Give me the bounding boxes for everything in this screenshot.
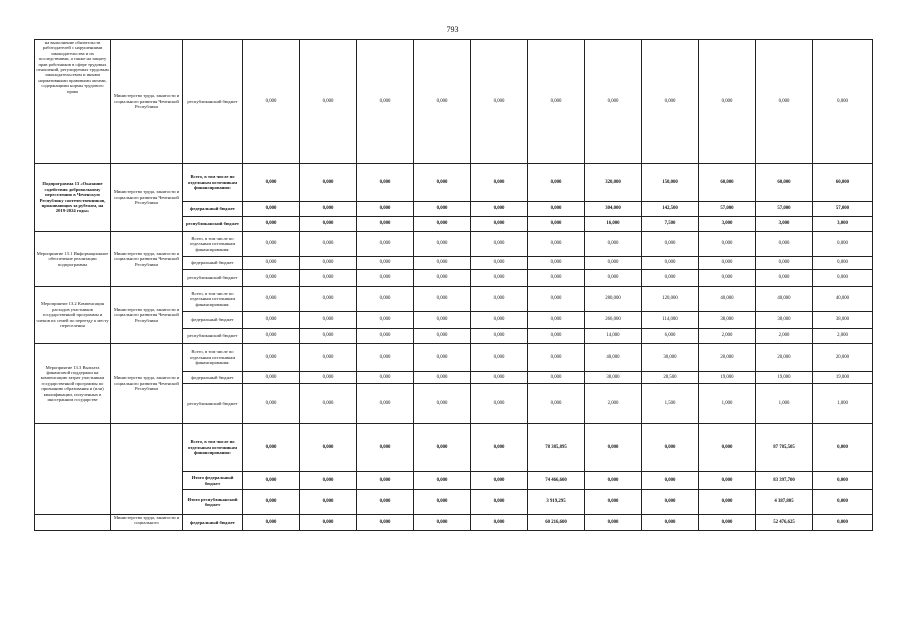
amount-cell: 0,000: [699, 40, 756, 164]
amount-cell: 0,000: [471, 257, 528, 270]
amount-cell: 1,500: [642, 384, 699, 424]
funding-source-cell: федеральный бюджет: [183, 257, 243, 270]
amount-cell: 0,000: [699, 515, 756, 531]
amount-cell: 0,000: [300, 202, 357, 217]
table-row: [35, 40, 873, 164]
amount-cell: 0,000: [585, 257, 642, 270]
amount-cell: 1,000: [699, 384, 756, 424]
measure-name-cell: Мероприятие 13.2 Компенсация расходов участников государственной программы и членов их семей по переезду к месту переселения: [35, 287, 111, 344]
amount-cell: 40,000: [813, 287, 873, 312]
amount-cell: 320,000: [585, 164, 642, 202]
amount-cell: 0,000: [471, 472, 528, 490]
amount-cell: 0,000: [813, 472, 873, 490]
amount-cell: 60,000: [699, 164, 756, 202]
amount-cell: 0,000: [357, 232, 414, 257]
executor-cell: Министерство труда, занятости и социального развития Чеченской Республики: [111, 287, 183, 344]
amount-cell: 0,000: [357, 490, 414, 515]
amount-cell: 0,000: [414, 472, 471, 490]
amount-cell: 0,000: [471, 344, 528, 372]
amount-cell: 0,000: [243, 217, 300, 232]
amount-cell: 150,000: [642, 164, 699, 202]
amount-cell: 40,000: [756, 287, 813, 312]
amount-cell: 0,000: [699, 270, 756, 287]
amount-cell: 0,000: [414, 424, 471, 472]
amount-cell: 0,000: [813, 40, 873, 164]
amount-cell: 0,000: [756, 257, 813, 270]
amount-cell: 0,000: [528, 217, 585, 232]
amount-cell: 0,000: [243, 40, 300, 164]
funding-source-cell: Всего, в том числе по отдельным источникам финансирования:: [183, 232, 243, 257]
amount-cell: 0,000: [642, 232, 699, 257]
amount-cell: 0,000: [471, 202, 528, 217]
amount-cell: 0,000: [471, 424, 528, 472]
amount-cell: 0,000: [414, 372, 471, 384]
amount-cell: 0,000: [528, 257, 585, 270]
amount-cell: 3,000: [813, 217, 873, 232]
amount-cell: 3,000: [756, 217, 813, 232]
amount-cell: 60,000: [756, 164, 813, 202]
measure-name-cell: [35, 515, 111, 531]
amount-cell: 0,000: [585, 490, 642, 515]
amount-cell: 0,000: [813, 270, 873, 287]
funding-source-cell: Итого республиканский бюджет: [183, 490, 243, 515]
amount-cell: 0,000: [300, 232, 357, 257]
measure-name-cell: Мероприятие 13.1 Информационное обеспечение реализации подпрограммы: [35, 232, 111, 287]
amount-cell: 0,000: [357, 164, 414, 202]
amount-cell: 83 397,700: [756, 472, 813, 490]
amount-cell: 0,000: [243, 344, 300, 372]
amount-cell: 0,000: [756, 232, 813, 257]
table-row: [35, 424, 873, 472]
funding-source-cell: республиканский бюджет: [183, 329, 243, 344]
amount-cell: 0,000: [471, 515, 528, 531]
amount-cell: 0,000: [414, 217, 471, 232]
amount-cell: 14,000: [585, 329, 642, 344]
page-number: 793: [446, 25, 459, 34]
amount-cell: 0,000: [300, 287, 357, 312]
amount-cell: 0,000: [699, 257, 756, 270]
amount-cell: 0,000: [699, 232, 756, 257]
amount-cell: 0,000: [585, 40, 642, 164]
amount-cell: 304,000: [585, 202, 642, 217]
amount-cell: 0,000: [756, 40, 813, 164]
amount-cell: 0,000: [414, 232, 471, 257]
amount-cell: 0,000: [243, 270, 300, 287]
funding-source-cell: республиканский бюджет: [183, 217, 243, 232]
amount-cell: 16,000: [585, 217, 642, 232]
amount-cell: 0,000: [528, 312, 585, 329]
amount-cell: 0,000: [528, 270, 585, 287]
funding-source-cell: республиканский бюджет: [183, 384, 243, 424]
amount-cell: 52 476,625: [756, 515, 813, 531]
amount-cell: 0,000: [414, 257, 471, 270]
funding-source-cell: федеральный бюджет: [183, 515, 243, 531]
funding-source-cell: Всего, в том числе по отдельным источникам финансирования:: [183, 287, 243, 312]
amount-cell: 0,000: [528, 344, 585, 372]
executor-cell: Министерство труда, занятости и социального развития Чеченской Республики: [111, 40, 183, 164]
amount-cell: 0,000: [414, 384, 471, 424]
amount-cell: 0,000: [300, 329, 357, 344]
executor-cell: Министерство труда, занятости и социального развития Чеченской Республики: [111, 344, 183, 424]
amount-cell: 0,000: [528, 202, 585, 217]
amount-cell: 0,000: [813, 490, 873, 515]
amount-cell: 0,000: [642, 424, 699, 472]
amount-cell: 0,000: [471, 40, 528, 164]
funding-source-cell: федеральный бюджет: [183, 372, 243, 384]
amount-cell: 0,000: [300, 344, 357, 372]
funding-source-cell: Всего, в том числе по отдельным источникам финансирования:: [183, 164, 243, 202]
amount-cell: 40,000: [585, 344, 642, 372]
amount-cell: 0,000: [813, 232, 873, 257]
amount-cell: 0,000: [357, 424, 414, 472]
amount-cell: 0,000: [813, 257, 873, 270]
amount-cell: 0,000: [528, 329, 585, 344]
amount-cell: 142,500: [642, 202, 699, 217]
amount-cell: 19,000: [699, 372, 756, 384]
amount-cell: 0,000: [357, 312, 414, 329]
amount-cell: 0,000: [357, 202, 414, 217]
amount-cell: 2,000: [585, 384, 642, 424]
funding-source-cell: республиканский бюджет: [183, 40, 243, 164]
amount-cell: 0,000: [699, 424, 756, 472]
measure-name-cell: на выполнение обязательств работодателей с нарушениями законодательства и их последствиями, а также на защиту прав работников в сфере трудовых отношений, регулируемых трудовым законодательством и иными нормативными правовыми актами, содержащими нормы трудового права: [35, 40, 111, 164]
amount-cell: 0,000: [243, 287, 300, 312]
measure-name-cell: [35, 424, 111, 515]
amount-cell: 3,000: [699, 217, 756, 232]
amount-cell: 0,000: [357, 372, 414, 384]
amount-cell: 30,000: [642, 344, 699, 372]
amount-cell: 87 785,505: [756, 424, 813, 472]
amount-cell: 0,000: [414, 270, 471, 287]
table-row: [35, 164, 873, 202]
amount-cell: 4 387,805: [756, 490, 813, 515]
amount-cell: 0,000: [414, 312, 471, 329]
table-row: [35, 515, 873, 531]
amount-cell: 0,000: [528, 232, 585, 257]
amount-cell: 57,000: [813, 202, 873, 217]
amount-cell: 0,000: [699, 472, 756, 490]
amount-cell: 0,000: [471, 329, 528, 344]
amount-cell: 2,000: [699, 329, 756, 344]
amount-cell: 0,000: [414, 202, 471, 217]
amount-cell: 0,000: [243, 164, 300, 202]
funding-source-cell: республиканский бюджет: [183, 270, 243, 287]
amount-cell: 114,000: [642, 312, 699, 329]
amount-cell: 0,000: [813, 424, 873, 472]
amount-cell: 38,000: [699, 312, 756, 329]
amount-cell: 0,000: [585, 232, 642, 257]
amount-cell: 0,000: [357, 384, 414, 424]
amount-cell: 57,000: [699, 202, 756, 217]
amount-cell: 0,000: [243, 312, 300, 329]
amount-cell: 0,000: [471, 312, 528, 329]
amount-cell: 19,000: [813, 372, 873, 384]
amount-cell: 0,000: [414, 329, 471, 344]
amount-cell: 0,000: [471, 164, 528, 202]
amount-cell: 0,000: [243, 472, 300, 490]
amount-cell: 0,000: [243, 257, 300, 270]
amount-cell: 0,000: [357, 344, 414, 372]
amount-cell: 0,000: [585, 424, 642, 472]
amount-cell: 6,000: [642, 329, 699, 344]
amount-cell: 266,000: [585, 312, 642, 329]
amount-cell: 38,000: [756, 312, 813, 329]
amount-cell: 20,000: [756, 344, 813, 372]
table-row: [35, 287, 873, 312]
amount-cell: 0,000: [471, 490, 528, 515]
amount-cell: 20,000: [813, 344, 873, 372]
amount-cell: 0,000: [528, 164, 585, 202]
amount-cell: 0,000: [642, 472, 699, 490]
measure-name-cell: Мероприятие 13.3 Выплата финансовой поддержки на компенсацию затрат участникам государственной программы по признанию образования и (или) квалификации, полученных в иностранном государстве: [35, 344, 111, 424]
amount-cell: 0,000: [357, 257, 414, 270]
amount-cell: 0,000: [300, 40, 357, 164]
amount-cell: 0,000: [642, 257, 699, 270]
amount-cell: 0,000: [300, 515, 357, 531]
amount-cell: 0,000: [414, 344, 471, 372]
amount-cell: 60,000: [813, 164, 873, 202]
amount-cell: 0,000: [528, 384, 585, 424]
amount-cell: 0,000: [642, 515, 699, 531]
amount-cell: 0,000: [357, 40, 414, 164]
funding-source-cell: федеральный бюджет: [183, 312, 243, 329]
amount-cell: 3 919,295: [528, 490, 585, 515]
amount-cell: 0,000: [243, 424, 300, 472]
amount-cell: 0,000: [756, 270, 813, 287]
amount-cell: 0,000: [414, 40, 471, 164]
amount-cell: 0,000: [300, 490, 357, 515]
amount-cell: 0,000: [642, 270, 699, 287]
amount-cell: 38,000: [585, 372, 642, 384]
amount-cell: 0,000: [357, 329, 414, 344]
amount-cell: 28,500: [642, 372, 699, 384]
executor-cell: Министерство труда, занятости и социального развития Чеченской Республики: [111, 232, 183, 287]
amount-cell: 20,000: [699, 344, 756, 372]
amount-cell: 280,000: [585, 287, 642, 312]
amount-cell: 0,000: [471, 270, 528, 287]
amount-cell: 38,000: [813, 312, 873, 329]
amount-cell: 0,000: [699, 490, 756, 515]
amount-cell: 0,000: [471, 372, 528, 384]
amount-cell: 0,000: [300, 257, 357, 270]
amount-cell: 1,000: [756, 384, 813, 424]
budget-table: [34, 39, 873, 531]
amount-cell: 0,000: [528, 40, 585, 164]
amount-cell: 19,000: [756, 372, 813, 384]
amount-cell: 0,000: [243, 372, 300, 384]
amount-cell: 0,000: [528, 372, 585, 384]
amount-cell: 0,000: [414, 515, 471, 531]
amount-cell: 0,000: [642, 490, 699, 515]
table-row: [35, 344, 873, 372]
amount-cell: 0,000: [243, 490, 300, 515]
amount-cell: 0,000: [243, 202, 300, 217]
amount-cell: 2,000: [813, 329, 873, 344]
funding-source-cell: Всего, в том числе по отдельным источникам финансирования:: [183, 424, 243, 472]
amount-cell: 78 385,895: [528, 424, 585, 472]
amount-cell: 0,000: [585, 270, 642, 287]
executor-cell: Министерство труда, занятости и социального развития Чеченской Республики: [111, 164, 183, 232]
amount-cell: 0,000: [300, 164, 357, 202]
amount-cell: 0,000: [813, 515, 873, 531]
executor-cell: [111, 424, 183, 515]
executor-cell: Министерство труда, занятости и социального: [111, 515, 183, 531]
amount-cell: 74 466,600: [528, 472, 585, 490]
amount-cell: 7,500: [642, 217, 699, 232]
amount-cell: 1,000: [813, 384, 873, 424]
amount-cell: 0,000: [357, 287, 414, 312]
amount-cell: 2,000: [756, 329, 813, 344]
amount-cell: 0,000: [471, 287, 528, 312]
amount-cell: 0,000: [642, 40, 699, 164]
amount-cell: 0,000: [243, 515, 300, 531]
amount-cell: 0,000: [357, 270, 414, 287]
amount-cell: 120,000: [642, 287, 699, 312]
amount-cell: 0,000: [300, 384, 357, 424]
amount-cell: 0,000: [471, 384, 528, 424]
amount-cell: 40,000: [699, 287, 756, 312]
table-row: [35, 232, 873, 257]
amount-cell: 0,000: [243, 329, 300, 344]
amount-cell: 0,000: [243, 232, 300, 257]
amount-cell: 0,000: [300, 472, 357, 490]
amount-cell: 0,000: [300, 312, 357, 329]
amount-cell: 0,000: [585, 472, 642, 490]
measure-name-cell: Подпрограмма 13 «Оказание содействия добровольному переселению в Чеченскую Республику соотечественников, проживающих за рубежом, на 2019-2024 годы»: [35, 164, 111, 232]
amount-cell: 0,000: [528, 287, 585, 312]
amount-cell: 60 216,600: [528, 515, 585, 531]
amount-cell: 0,000: [471, 232, 528, 257]
funding-source-cell: Всего, в том числе по отдельным источникам финансирования:: [183, 344, 243, 372]
amount-cell: 0,000: [414, 164, 471, 202]
amount-cell: 0,000: [300, 217, 357, 232]
amount-cell: 0,000: [585, 515, 642, 531]
amount-cell: 57,000: [756, 202, 813, 217]
amount-cell: 0,000: [357, 515, 414, 531]
amount-cell: 0,000: [300, 372, 357, 384]
funding-source-cell: Итого федеральный бюджет: [183, 472, 243, 490]
amount-cell: 0,000: [357, 217, 414, 232]
amount-cell: 0,000: [300, 424, 357, 472]
amount-cell: 0,000: [357, 472, 414, 490]
amount-cell: 0,000: [471, 217, 528, 232]
funding-source-cell: федеральный бюджет: [183, 202, 243, 217]
amount-cell: 0,000: [300, 270, 357, 287]
amount-cell: 0,000: [414, 490, 471, 515]
amount-cell: 0,000: [414, 287, 471, 312]
amount-cell: 0,000: [243, 384, 300, 424]
